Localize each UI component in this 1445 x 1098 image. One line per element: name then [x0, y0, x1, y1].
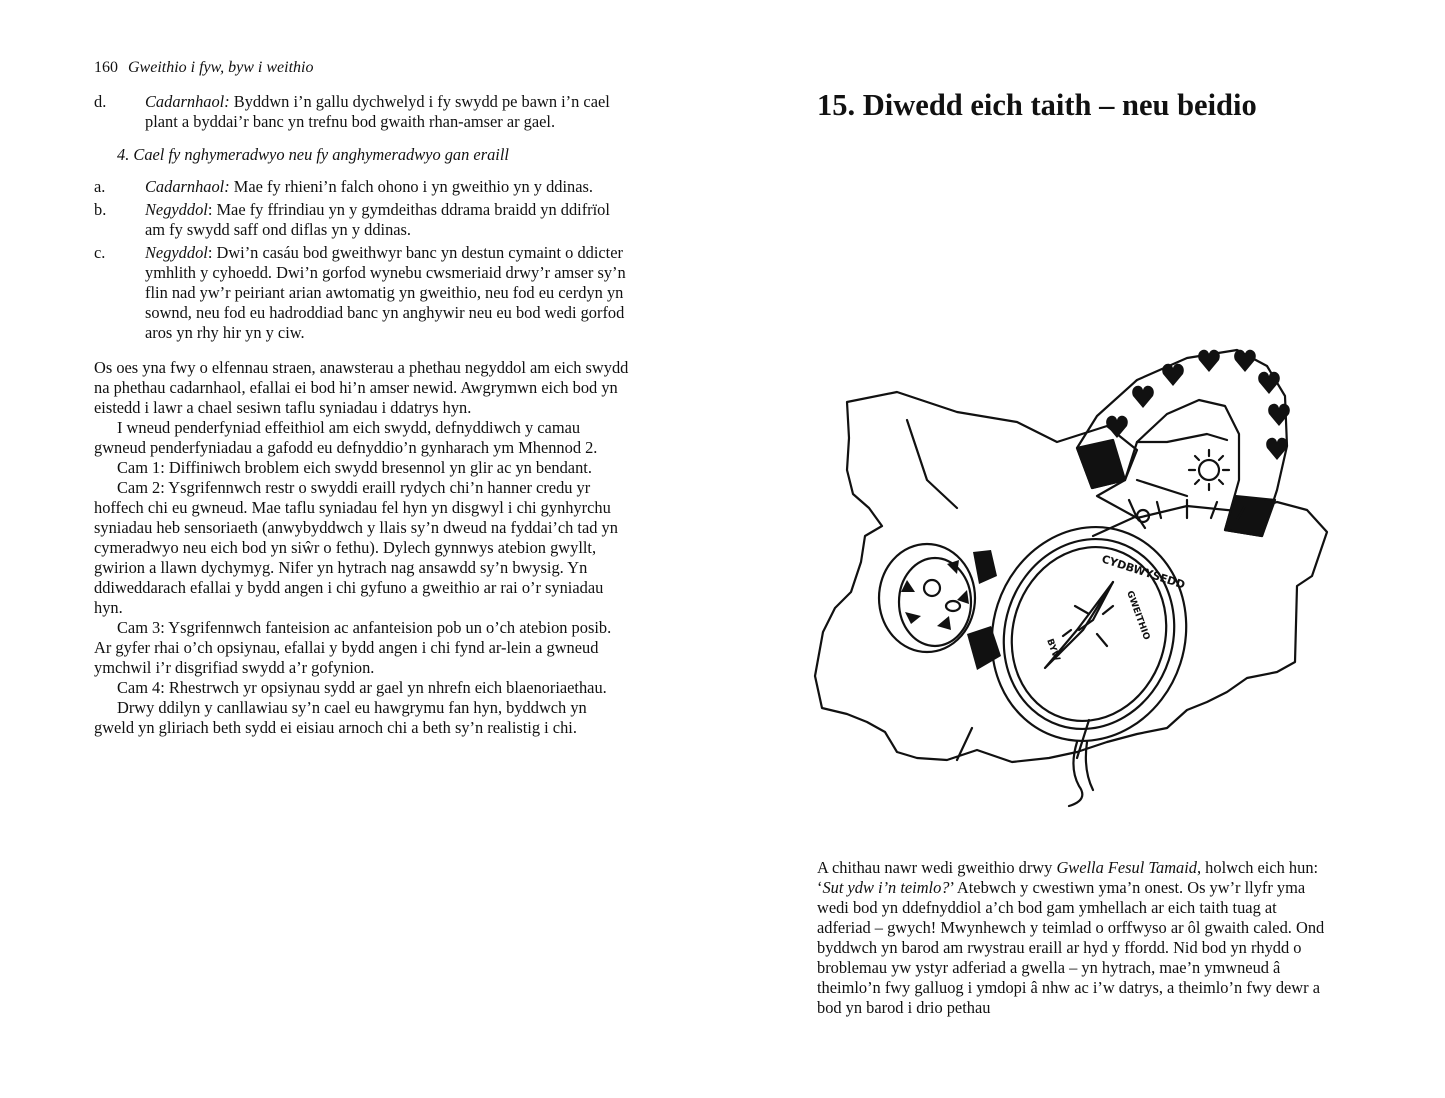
text-run: A chithau nawr wedi gweithio drwy: [817, 858, 1057, 877]
paragraph: Cam 4: Rhestrwch yr opsiynau sydd ar gael yn nhrefn eich blaenoriaethau.: [117, 678, 607, 697]
paragraph: [817, 858, 1333, 1018]
item-label: a.: [94, 177, 106, 196]
running-head: [94, 58, 313, 78]
paragraph: Cam 1: Diffiniwch broblem eich swydd bresennol yn glir ac yn bendant.: [117, 458, 592, 477]
paragraph: I wneud penderfyniad effeithiol am eich swydd, defnyddiwch y camau gwneud penderfyniadau a gafodd eu defnyddio’n gynharach ym Mhennod 2.: [94, 418, 598, 457]
compass-magnet-illustration: [807, 330, 1337, 808]
list-item: [94, 243, 634, 343]
approval-list: [94, 177, 634, 343]
item-text: Byddwn i’n gallu dychwelyd i fy swydd pe bawn i’n cael plant a byddai’r banc yn trefnu bod gwaith rhan-amser ar gael.: [145, 92, 610, 131]
needle-label: BYW: [1044, 637, 1062, 663]
item-label: c.: [94, 243, 106, 262]
running-title: Gweithio i fyw, byw i weithio: [128, 59, 314, 76]
chapter-intro: [817, 858, 1333, 1018]
needle-label: GWEITHIO: [1124, 589, 1152, 642]
item-label: d.: [94, 92, 107, 111]
paragraph: Drwy ddilyn y canllawiau sy’n cael eu hawgrymu fan hyn, byddwch yn gweld yn gliriach beth sydd ei eisiau arnoch chi a beth sy’n realistig i chi.: [94, 698, 587, 737]
item-label: b.: [94, 200, 107, 219]
sun-icon: [1199, 460, 1219, 480]
paragraph: Cam 2: Ysgrifennwch restr o swyddi eraill rydych chi’n hanner credu yr hoffech chi eu gwneud. Mae taflu syniadau fel hyn yn disgwyl i chi gynhyrchu syniadau heb sensoriaeth (anwybyddwch y llais sy’n dweud na fyddai’ch tad yn cymeradwyo neu eich bod yn siŵr o fethu). Dylech gynnwys atebion gwyllt, gwirion a llawn dychymyg. Nifer yn hytrach nag ansawdd sy’n bwysig. Yn ddiweddarach efallai y bydd angen i chi gyfuno a gweithio ar rai o’r syniadau hyn.: [94, 478, 618, 617]
quoted-question: Sut ydw i’n teimlo?: [822, 878, 950, 897]
text-run: , holwch eich hun: ‘: [817, 858, 1319, 897]
page-number: 160: [94, 59, 118, 76]
chapter-title: 15. Diwedd eich taith – neu beidio: [817, 88, 1257, 122]
compass-label: CYDBWYSEDD: [1100, 552, 1187, 592]
book-title: Gwella Fesul Tamaid: [1056, 858, 1197, 877]
list-item: [94, 177, 634, 197]
text-run: ’ Atebwch y cwestiwn yma’n onest. Os yw’r llyfr yma wedi bod yn ddefnyddiol a’ch bod gam ymhellach ar eich taith tuag at adferiad – gwych! Mwynhewch y teimlad o orffwyso ar ôl gwaith caled. Ond byddwch yn barod am rwystrau eraill ar hyd y ffordd. Nid bod yn rhydd o broblemau yw ystyr adferiad a gwella – yn hytrach, mae’n ymwneud â theimlo’n fwy galluog i ymdopi â nhw ac i’w datrys, a theimlo’n fwy dewr a bod yn barod i drio pethau: [817, 878, 1325, 1017]
item-text: : Mae fy ffrindiau yn y gymdeithas ddrama braidd yn ddifrïol am fy swydd saff ond diflas yn y ddinas.: [145, 200, 610, 239]
body-text: [94, 358, 629, 738]
item-text: : Dwi’n casáu bod gweithwyr banc yn destun cymaint o ddicter ymhlith y cyhoedd. Dwi’n gorfod wynebu cwsmeriaid drwy’r amser sy’n flin nad yw’r peiriant arian awtomatig yn gweithio, neu fod eu cerdyn yn sownd, neu fod eu hadroddiad banc yn anghywir neu eu bod wedi gorfod aros yn rhy hir yn y ciw.: [145, 243, 626, 342]
item-kind: Cadarnhaol:: [145, 92, 230, 111]
right-page: [722, 0, 1445, 1098]
list-item: [94, 200, 634, 240]
item-kind: Negyddol: [145, 200, 208, 219]
item-text: Mae fy rhieni’n falch ohono i yn gweithio yn y ddinas.: [229, 177, 593, 196]
item-kind: Cadarnhaol:: [145, 177, 230, 196]
left-page: [0, 0, 722, 1098]
map-outline: [815, 392, 1327, 762]
compass-icon: [964, 502, 1213, 767]
paragraph: Cam 3: Ysgrifennwch fanteision ac anfanteision pob un o’ch atebion posib. Ar gyfer rhai o’ch opsiynau, efallai y bydd angen i chi fynd ar-lein a gwneud ymchwil i’r disgrifiad swydd a’r gofynion.: [94, 618, 612, 677]
paragraph: Os oes yna fwy o elfennau straen, anawsterau a phethau negyddol am eich swydd na phethau cadarnhaol, efallai ei bod hi’n amser newid. Awgrymwn eich bod yn eistedd i lawr a chael sesiwn taflu syniadau i ddatrys hyn.: [94, 358, 629, 417]
list-item-d: [94, 92, 634, 132]
section-subheading: 4. Cael fy nghymeradwyo neu fy anghymeradwyo gan eraill: [117, 145, 509, 164]
heart-icon: [1106, 350, 1290, 460]
item-kind: Negyddol: [145, 243, 208, 262]
